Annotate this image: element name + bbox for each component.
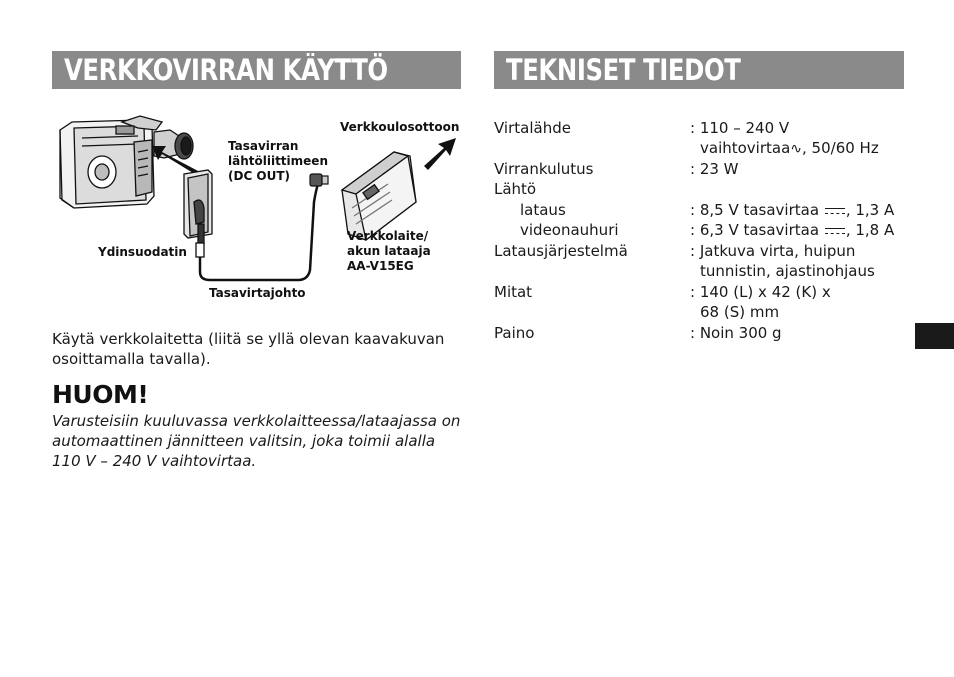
spec-power-ac-text: vaihtovirtaa: [700, 139, 791, 157]
spec-power-value-2: [700, 138, 879, 159]
core-filter-icon: [196, 243, 204, 257]
ac-adapter-icon: [342, 152, 416, 240]
camcorder-icon: [60, 116, 193, 208]
spec-charge-value: [690, 200, 894, 220]
label-core-filter: Ydinsuodatin: [98, 245, 187, 259]
label-dc-out: Tasavirran lähtöliittimeen (DC OUT): [228, 139, 328, 183]
note-paragraph: Varusteisiin kuuluvassa verkkolaitteessa/lataajassa on automaattinen jännitteen valitsin, joka toimii alalla 110 V – 240 V vaihtovirtaa.: [52, 412, 461, 470]
spec-charging-label: Latausjärjestelmä: [494, 242, 628, 260]
spec-weight-value: : Noin 300 g: [690, 324, 782, 342]
spec-dimensions-label: Mitat: [494, 283, 533, 301]
label-dc-cord: Tasavirtajohto: [209, 286, 306, 300]
ac-symbol-icon: ∿: [790, 141, 803, 157]
section-title: TEKNISET TIEDOT: [506, 53, 741, 87]
spec-charge-amp: , 1,3 A: [845, 201, 895, 219]
spec-dimensions-value: : 140 (L) x 42 (K) x: [690, 283, 831, 301]
note-heading: HUOM!: [52, 380, 149, 409]
outlet-arrow-icon: [424, 138, 456, 170]
spec-charging-value-2: tunnistin, ajastinohjaus: [700, 262, 875, 280]
spec-video-amp: , 1,8 A: [845, 221, 895, 239]
spec-power-label: Virtalähde: [494, 119, 571, 137]
section-header-specifications: [494, 51, 904, 89]
label-adapter: Verkkolaite/ akun lataaja AA-V15EG: [347, 229, 431, 273]
dc-symbol-icon: [825, 206, 845, 216]
spec-dimensions-value-2: 68 (S) mm: [700, 303, 780, 321]
spec-video-value: [690, 220, 894, 240]
spec-power-value: : 110 – 240 V: [690, 119, 790, 137]
connection-diagram: [52, 112, 464, 307]
spec-output-label: Lähtö: [494, 180, 537, 198]
spec-charge-volt: : 8,5 V tasavirtaa: [690, 201, 820, 219]
dc-symbol-icon: [825, 226, 845, 236]
section-title: VERKKOVIRRAN KÄYTTÖ: [64, 53, 388, 87]
dc-cable-icon: [200, 184, 318, 280]
spec-video-volt: : 6,3 V tasavirtaa: [690, 221, 820, 239]
section-header-power-use: [52, 51, 461, 89]
spec-charge-label: lataus: [520, 201, 566, 219]
spec-video-label: videonauhuri: [520, 221, 619, 239]
spec-power-freq: , 50/60 Hz: [802, 139, 879, 157]
intro-paragraph: Käytä verkkolaitetta (liitä se yllä olevan kaavakuvan osoittamalla tavalla).: [52, 330, 445, 368]
spec-charging-value: : Jatkuva virta, huipun: [690, 242, 856, 260]
spec-weight-label: Paino: [494, 324, 535, 342]
page-side-tab: [915, 323, 954, 349]
label-outlet: Verkkoulosottoon: [340, 120, 460, 134]
spec-consumption-label: Virrankulutus: [494, 160, 594, 178]
dc-plug-icon: [184, 170, 212, 244]
spec-consumption-value: : 23 W: [690, 160, 739, 178]
